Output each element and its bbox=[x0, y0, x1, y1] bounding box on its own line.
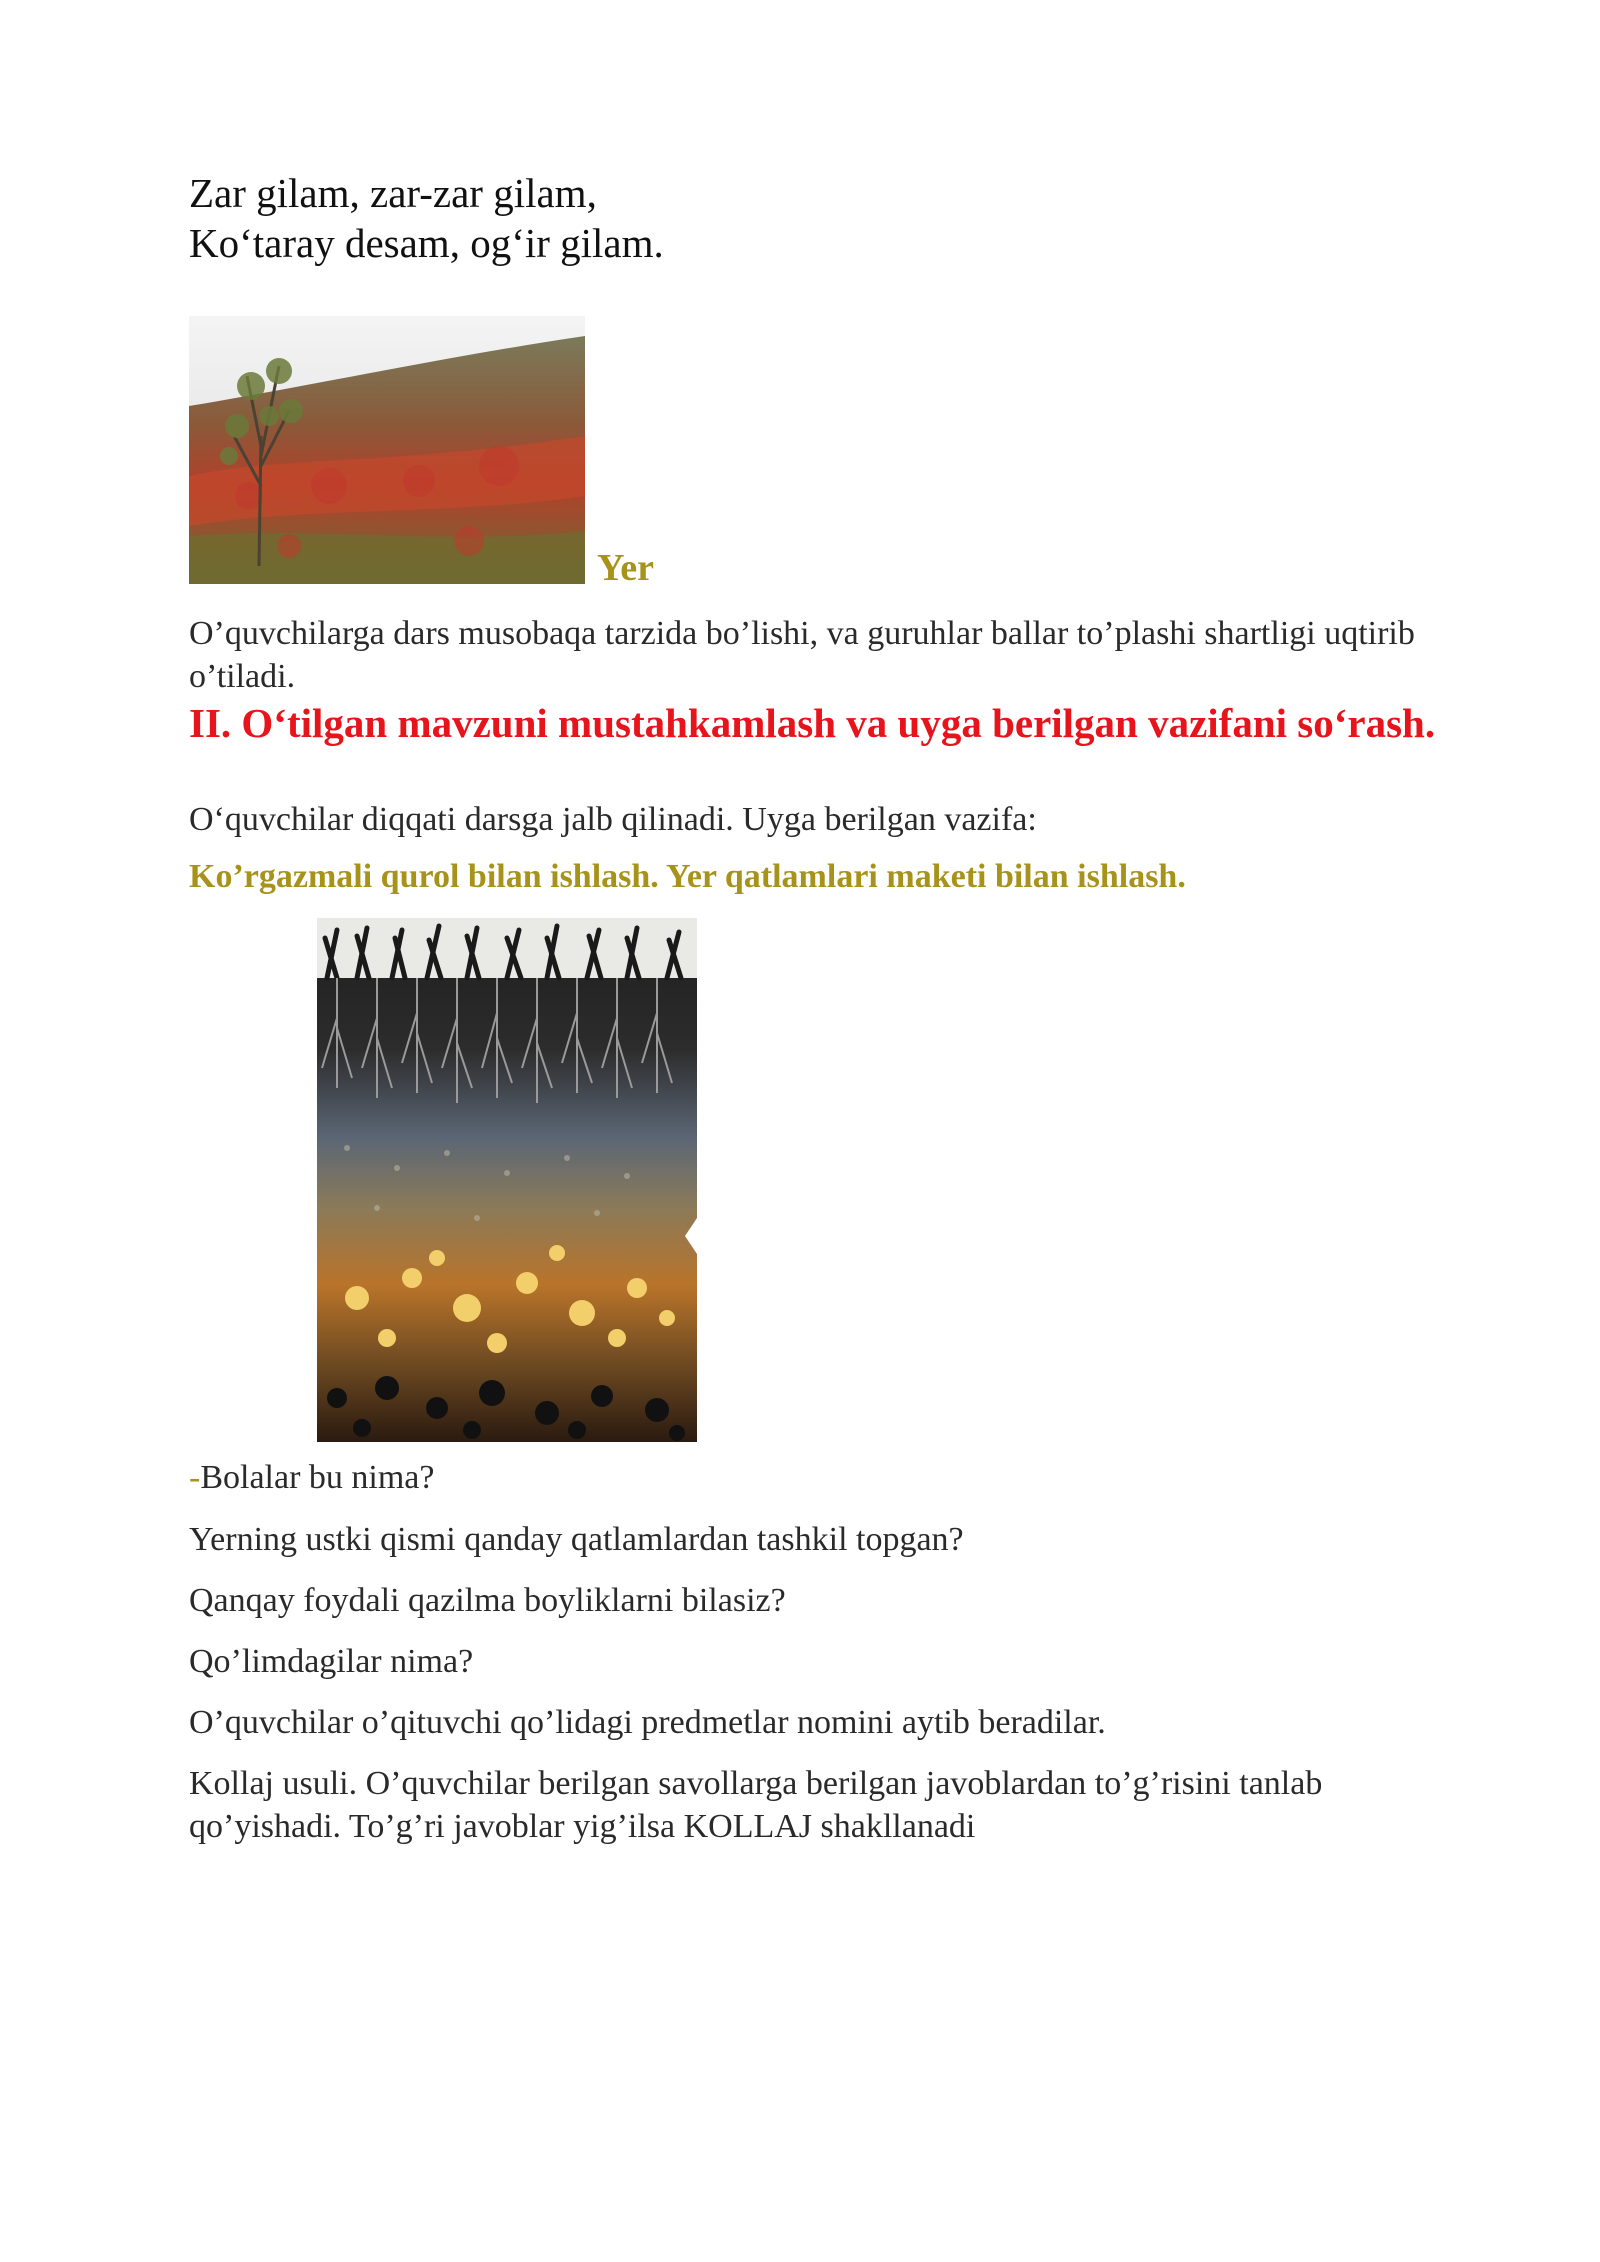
hillside-photo bbox=[189, 316, 585, 584]
question-2: Yerning ustki qismi qanday qatlamlardan tashkil topgan? bbox=[189, 1521, 964, 1558]
riddle-line-1: Zar gilam, zar-zar gilam, bbox=[189, 170, 597, 216]
question-dash: - bbox=[189, 1459, 201, 1496]
section-heading: II. O‘tilgan mavzuni mustahkamlash va uyga berilgan vazifani so‘rash. bbox=[189, 700, 1436, 746]
attention-paragraph: O‘quvchilar diqqati darsga jalb qilinadi. Uyga berilgan vazifa: bbox=[189, 801, 1037, 838]
riddle-line-2: Ko‘taray desam, og‘ir gilam. bbox=[189, 220, 664, 266]
collage-paragraph: Kollaj usuli. O’quvchilar berilgan savollarga berilgan javoblardan to’g’risini tanlab qo’yishadi. To’g’ri javoblar yig’ilsa KOLLAJ shakllanadi bbox=[189, 1765, 1323, 1845]
question-4: Qo’limdagilar nima? bbox=[189, 1643, 474, 1680]
soil-layers-illustration bbox=[317, 918, 697, 1442]
answer-label: Yer bbox=[597, 547, 654, 589]
question-1 bbox=[189, 1456, 1449, 1499]
task-heading: Ko’rgazmali qurol bilan ishlash. Yer qatlamlari maketi bilan ishlash. bbox=[189, 858, 1186, 895]
question-1-text: Bolalar bu nima? bbox=[200, 1459, 435, 1496]
riddle bbox=[189, 168, 664, 268]
intro-paragraph: O’quvchilarga dars musobaqa tarzida bo’lishi, va guruhlar ballar to’plashi shartligi uqtirib o’tiladi. bbox=[189, 615, 1415, 695]
students-answer-paragraph: O’quvchilar o’qituvchi qo’lidagi predmetlar nomini aytib beradilar. bbox=[189, 1704, 1106, 1741]
question-3: Qanqay foydali qazilma boyliklarni bilasiz? bbox=[189, 1582, 786, 1619]
